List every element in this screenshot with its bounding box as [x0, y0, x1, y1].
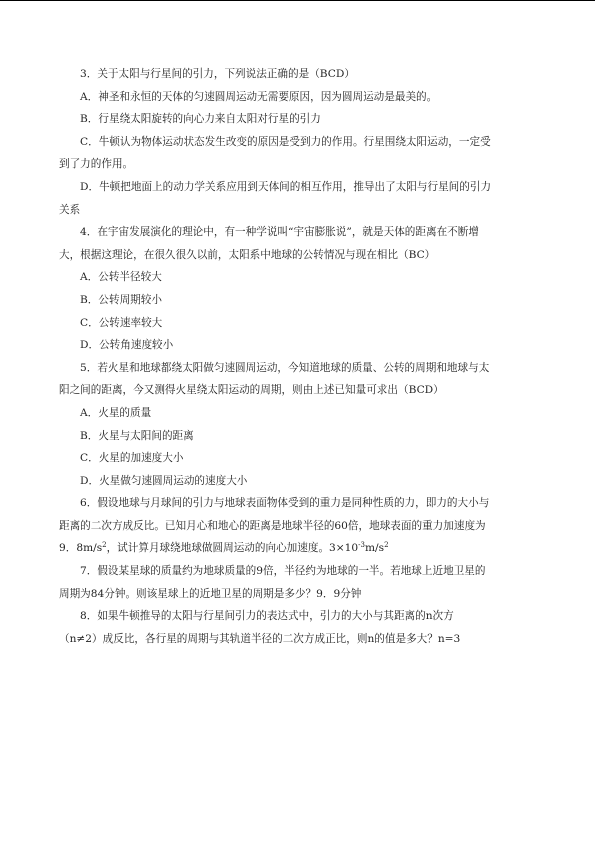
question-5-option-b: B．火星与太阳间的距离 [80, 429, 194, 442]
question-3-stem: 3．关于太阳与行星间的引力，下列说法正确的是（BCD） [80, 68, 355, 80]
q6-unit: m/s [365, 542, 385, 555]
question-4-stem: 4．在宇宙发展演化的理论中，有一种学说叫“宇宙膨胀说”，就是天体的距离在不断增 [80, 226, 479, 239]
question-6-stem-answer [59, 537, 537, 560]
q6-value: 9．8m/s [59, 542, 103, 555]
q6-text: ，试计算月球绕地球做圆周运动的向心加速度。3×10 [106, 542, 359, 555]
question-7-stem-cont: 周期为84分钟。则该星球上的近地卫星的周期是多少？9．9分钟 [59, 587, 362, 600]
question-3-option-c: C．牛顿认为物体运动状态发生改变的原因是受到力的作用。行星围绕太阳运动，一定受 [80, 135, 491, 148]
question-5-option-d: D．火星做匀速圆周运动的速度大小 [80, 474, 248, 487]
question-5-option-a: A．火星的质量 [80, 406, 152, 419]
question-3-option-b: B．行星绕太阳旋转的向心力来自太阳对行星的引力 [80, 113, 321, 126]
question-3 [59, 63, 537, 221]
question-6 [59, 492, 537, 560]
question-3-option-d-cont: 关系 [59, 203, 81, 216]
question-6-stem: 6．假设地球与月球间的引力与地球表面物体受到的重力是同种性质的力，即力的大小与 [80, 497, 490, 510]
question-8-stem: 8．如果牛顿推导的太阳与行星间引力的表达式中，引力的大小与其距离的n次方 [80, 610, 454, 623]
question-4-option-c: C．公转速率较大 [80, 316, 163, 329]
question-5 [59, 357, 537, 493]
question-7-stem: 7．假设某星球的质量约为地球质量的9倍，半径约为地球的一半。若地球上近地卫星的 [80, 565, 486, 578]
question-4-option-a: A．公转半径较大 [80, 271, 162, 284]
question-5-option-c: C．火星的加速度大小 [80, 452, 184, 465]
top-rule [0, 0, 595, 1]
document-body [59, 63, 537, 650]
question-3-option-c-cont: 到了力的作用。 [59, 158, 134, 171]
question-3-option-a: A．神圣和永恒的天体的匀速圆周运动无需要原因，因为圆周运动是最美的。 [80, 90, 438, 103]
question-8 [59, 605, 537, 650]
question-4-option-b: B．公转周期较小 [80, 293, 162, 306]
q6-exp-3: 2 [384, 541, 389, 550]
question-7 [59, 560, 537, 605]
q6-exp-2: -3 [358, 541, 365, 550]
question-5-stem: 5．若火星和地球都绕太阳做匀速圆周运动，今知道地球的质量、公转的周期和地球与太 [80, 361, 490, 374]
question-4-option-d: D．公转角速度较小 [80, 339, 174, 352]
question-4-stem-cont: 大，根据这理论，在很久很久以前，太阳系中地球的公转情况与现在相比（BC） [59, 248, 436, 261]
question-8-stem-cont: （n≠2）成反比，各行星的周期与其轨道半径的二次方成正比，则n的值是多大？n=3 [59, 632, 461, 645]
question-6-stem-cont: 距离的二次方成反比。已知月心和地心的距离是地球半径的60倍，地球表面的重力加速度为 [59, 519, 486, 532]
question-3-option-d: D．牛顿把地面上的动力学关系应用到天体间的相互作用，推导出了太阳与行星间的引力 [80, 180, 492, 193]
question-4 [59, 221, 537, 357]
question-5-stem-cont: 阳之间的距离，今又测得火星绕太阳运动的周期，则由上述已知量可求出（BCD） [59, 384, 444, 397]
q6-exp-1: 2 [102, 541, 107, 550]
